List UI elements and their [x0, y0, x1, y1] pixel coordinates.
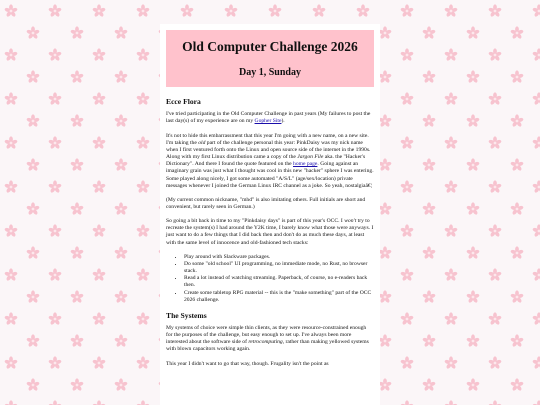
home-page-link[interactable]: home page [293, 161, 318, 168]
paragraph-intro: I've tried participating in the Old Computer Challenge in past years (My failures to post the last day(s) of my experience are on my Gopher Site). [166, 111, 371, 125]
page-header [166, 30, 374, 87]
list-item: • Play around with Slackware packages. [184, 254, 374, 261]
paragraph-plans: So going a bit back in time to my "Pinkdaisy days" is part of this year's OCC. I won't try to recreate the system(s) I had around the Y2K time, I barely know what those were anyways. I just want to do a few things that I did back then and don't do as much these days, at least with the same level of innocence and old-fashioned tech stacks: [166, 218, 374, 246]
plans-list [166, 254, 374, 304]
page-subtitle: Day 1, Sunday [239, 67, 301, 79]
author-heading: Ecce Flora [166, 97, 201, 107]
paragraph-cut-off: This year I didn't want to go that way, though. Frugality isn't the point as [166, 360, 329, 367]
content-page [160, 24, 380, 405]
systems-heading: The Systems [166, 310, 207, 320]
page-title: Old Computer Challenge 2026 [182, 39, 358, 54]
paragraph-name-story: It's not to hide this embarrassment that this year I'm going with a new name, on a new site. I'm taking the old part of the challenge personal this year: PinkDaisy was my nick name when I first ventured forth onto the Linux and open source side of the internet in the 1990s. Along with my first Linux distribution came a copy of the Jargon File aka. the "Hacker's Dictionary". And there I found the quote featured on the home page. Going against an imaginary grain was just what I thought was cool in this new "hacker" sphere I was entering. Some played along nicely, I got some automated "A/S/L" (age/sex/location) private messages whenever I joined the German Linux IRC channel as a joke. So yeah, nostalgiaâ€¦ [166, 132, 374, 189]
paragraph-nickname-note: (My current common nickname, "mhd" is also imitating others. Full initials are short and convenient, but rarely seen in German.) [166, 196, 366, 211]
list-item: • Create some tabletop RPG material -- this is the "make something" part of the OCC 2026 challenge. [184, 290, 374, 304]
gopher-site-link[interactable]: Gopher Site [254, 118, 282, 125]
paragraph-systems: My systems of choice were simple thin clients, as they were resource-constrained enough for the purposes of the challenge, but easy enough to set up. I've always been more interested about the software side of retrocomputing, rather than making yellowed systems with blown capacitors working again. [166, 325, 369, 353]
list-item: • Read a lot instead of watching streaming. Paperback, of course, no e-readers back then. [184, 275, 374, 289]
list-item: • Do some "old school" UI programming, no immediate mode, no Rust, no browser stack. [184, 261, 374, 275]
